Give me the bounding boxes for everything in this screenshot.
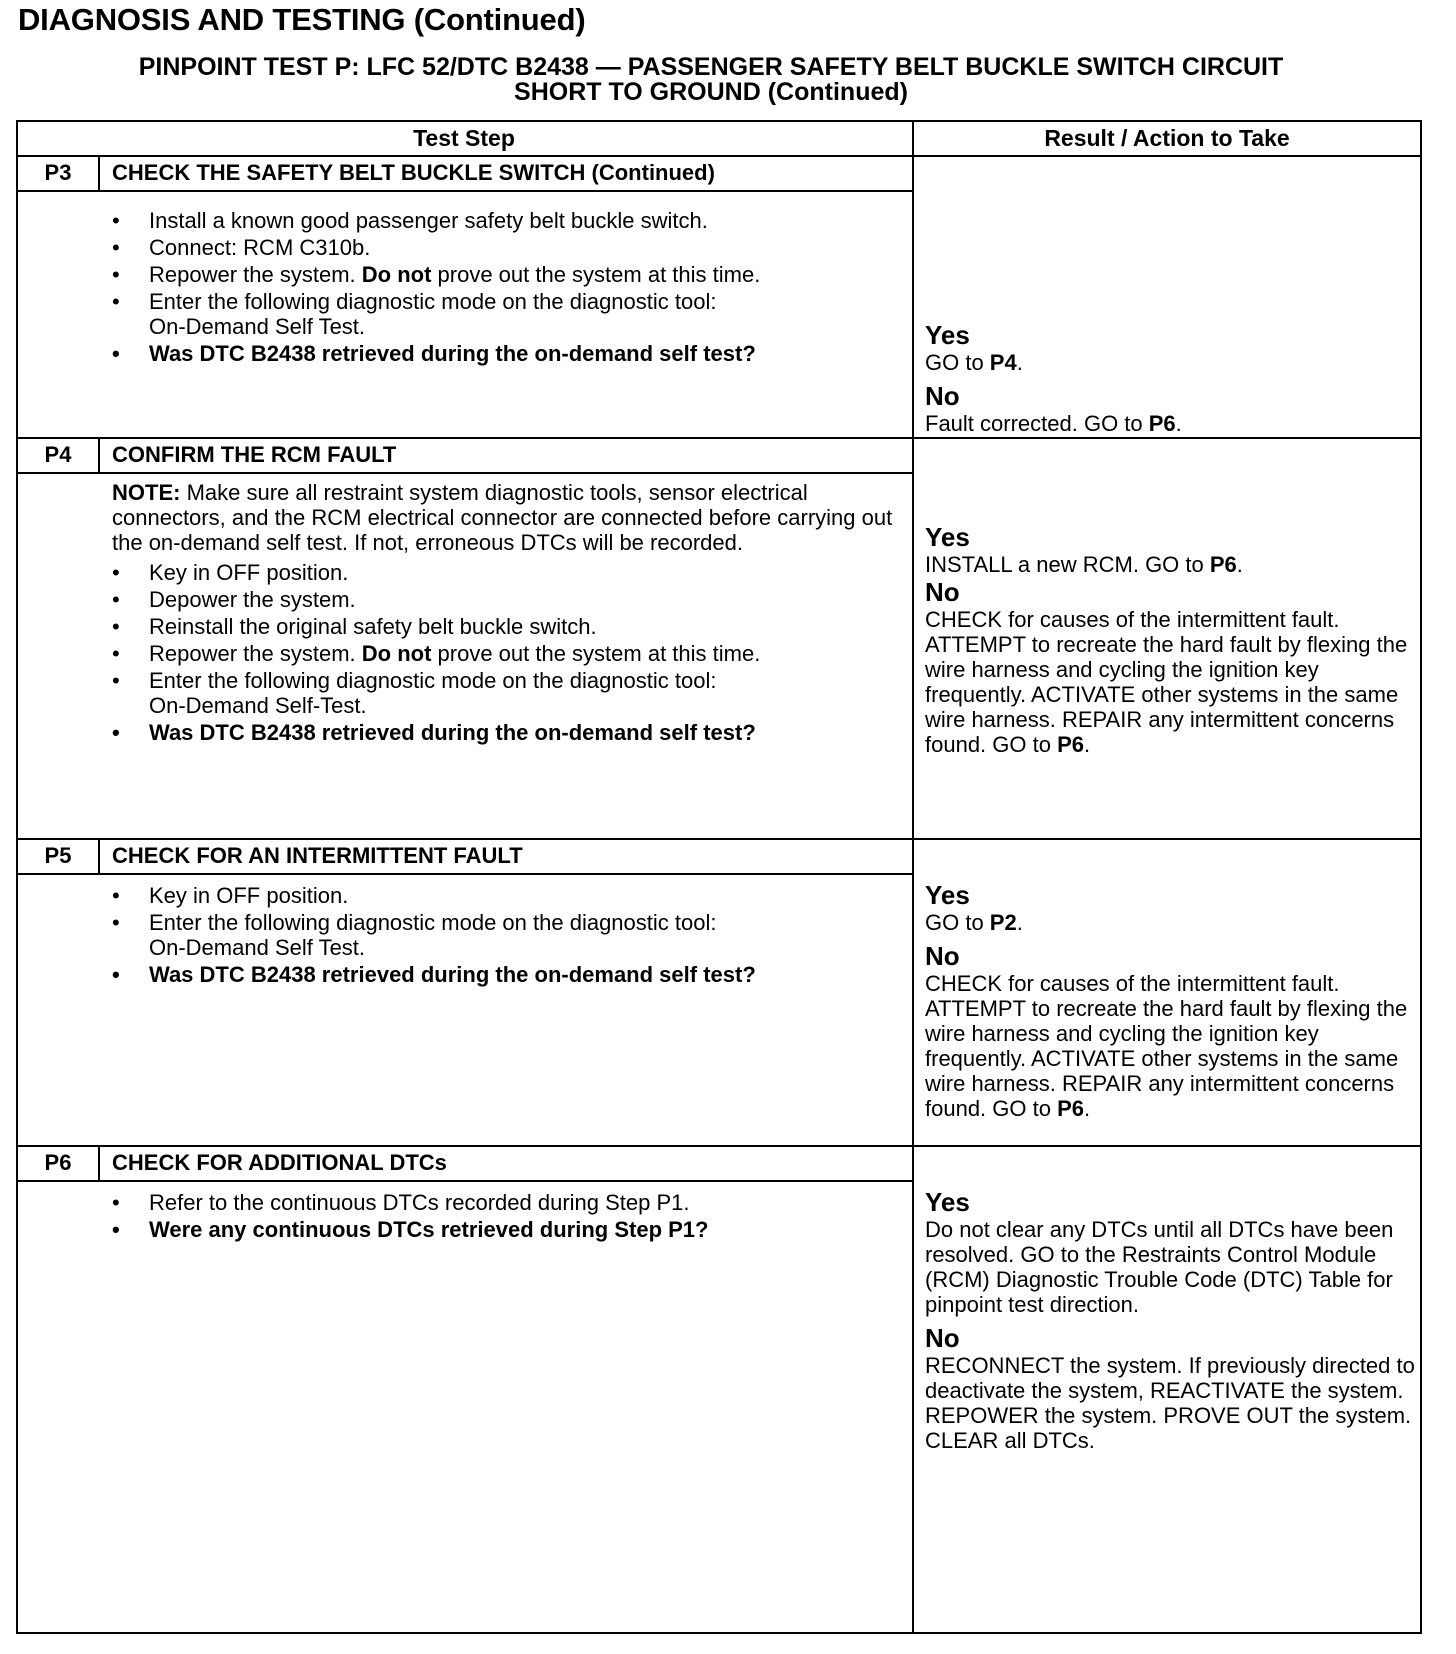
list-item: • Enter the following diagnostic mode on the diagnostic tool: On-Demand Self Test. [112, 289, 912, 339]
p6-title-underline [16, 1180, 913, 1182]
list-item: • Install a known good passenger safety belt buckle switch. [112, 208, 912, 233]
p4-title-underline [16, 472, 913, 474]
action-text: . [1175, 411, 1182, 436]
no-action [925, 411, 1415, 436]
no-action [925, 607, 1415, 757]
note-label: NOTE: [112, 480, 181, 505]
step-instructions [112, 1190, 912, 1244]
step-title: CHECK FOR AN INTERMITTENT FAULT [112, 843, 523, 868]
table-border-right [1420, 120, 1422, 1634]
step-instructions [112, 480, 912, 747]
action-text: . [1084, 1096, 1091, 1121]
question: • Were any continuous DTCs retrieved during Step P1? [112, 1217, 912, 1242]
action-text: CHECK for causes of the intermittent fault. ATTEMPT to recreate the hard fault by flexing the wire harness and cycling the ignition key frequently. ACTIVATE other systems in the same wire harness. REPAIR any intermittent concerns found. GO to [925, 971, 1408, 1121]
step-instructions [112, 208, 912, 368]
action-text: Fault corrected. GO to [925, 411, 1149, 436]
yes-label: Yes [925, 522, 970, 552]
step-reference: P4 [989, 350, 1017, 375]
yes-label: Yes [925, 320, 970, 350]
header-test-step: Test Step [413, 125, 515, 151]
step-id: P3 [44, 160, 72, 185]
instruction-text: Repower the system. [149, 262, 362, 287]
note-text: Make sure all restraint system diagnostic tools, sensor electrical connectors, and the RCM electrical connector are connected before carrying out the on-demand self test. If not, erroneous DTCs will be recorded. [112, 480, 893, 555]
instruction-text: prove out the system at this time. [431, 641, 761, 666]
table-border-left [16, 120, 18, 1634]
no-action [925, 971, 1415, 1121]
list-item: • Enter the following diagnostic mode on the diagnostic tool: On-Demand Self-Test. [112, 668, 912, 718]
step-id: P5 [44, 843, 72, 868]
no-label: No [925, 941, 960, 971]
subtitle-line-2: SHORT TO GROUND (Continued) [514, 78, 908, 106]
step-reference: P6 [1057, 732, 1084, 757]
p5-id-divider [98, 838, 100, 874]
question: • Was DTC B2438 retrieved during the on-demand self test? [112, 962, 912, 987]
p3-id-divider [98, 155, 100, 191]
list-item [112, 262, 912, 287]
action-text: . [1236, 552, 1243, 577]
p4-id-divider [98, 437, 100, 473]
action-text: . [1016, 350, 1023, 375]
step-reference: P2 [989, 910, 1017, 935]
step-reference: P6 [1057, 1096, 1084, 1121]
step-reference: P6 [1209, 552, 1237, 577]
question: • Was DTC B2438 retrieved during the on-demand self test? [112, 720, 912, 745]
action-text: . [1016, 910, 1023, 935]
p5-title-underline [16, 873, 913, 875]
instruction-emphasis: Do not [361, 641, 432, 666]
list-item: • Reinstall the original safety belt buckle switch. [112, 614, 912, 639]
instruction-text: prove out the system at this time. [431, 262, 761, 287]
pinpoint-test-title [16, 55, 1406, 105]
no-label: No [925, 577, 960, 607]
subtitle-line-1: PINPOINT TEST P: LFC 52/DTC B2438 — PASSENGER SAFETY BELT BUCKLE SWITCH CIRCUIT [138, 53, 1284, 81]
action-text: INSTALL a new RCM. GO to [925, 552, 1210, 577]
step-title: CHECK THE SAFETY BELT BUCKLE SWITCH (Continued) [112, 160, 715, 185]
instruction-emphasis: Do not [361, 262, 432, 287]
header-result: Result / Action to Take [1044, 125, 1290, 151]
table-border-bottom [16, 1632, 1422, 1634]
list-item: • Key in OFF position. [112, 560, 912, 585]
list-item: • Key in OFF position. [112, 883, 912, 908]
result-action [925, 1187, 1415, 1453]
question: • Was DTC B2438 retrieved during the on-demand self test? [112, 341, 912, 366]
list-item [112, 641, 912, 666]
step-title: CHECK FOR ADDITIONAL DTCs [112, 1150, 447, 1175]
action-text: . [1084, 732, 1091, 757]
list-item: • Refer to the continuous DTCs recorded during Step P1. [112, 1190, 912, 1215]
list-item: • Depower the system. [112, 587, 912, 612]
step-reference: P6 [1148, 411, 1176, 436]
yes-label: Yes [925, 880, 970, 910]
yes-action [925, 552, 1415, 577]
note [112, 480, 912, 555]
list-item: • Enter the following diagnostic mode on the diagnostic tool: On-Demand Self Test. [112, 910, 912, 960]
p6-id-divider [98, 1145, 100, 1181]
p3-title-underline [16, 190, 913, 192]
page-title: DIAGNOSIS AND TESTING (Continued) [18, 2, 586, 37]
result-action [925, 320, 1415, 436]
action-text: GO to [925, 910, 990, 935]
no-label: No [925, 1323, 960, 1353]
action-text: GO to [925, 350, 990, 375]
step-id: P4 [44, 442, 72, 467]
result-action [925, 522, 1415, 757]
no-label: No [925, 381, 960, 411]
yes-label: Yes [925, 1187, 970, 1217]
yes-action [925, 350, 1415, 375]
action-text: CHECK for causes of the intermittent fault. ATTEMPT to recreate the hard fault by flexing the wire harness and cycling the ignition key frequently. ACTIVATE other systems in the same wire harness. REPAIR any intermittent concerns found. GO to [925, 607, 1408, 757]
column-divider [912, 120, 914, 1634]
yes-action: Do not clear any DTCs until all DTCs have been resolved. GO to the Restraints Control Module (RCM) Diagnostic Trouble Code (DTC) Table for pinpoint test direction. [925, 1217, 1394, 1317]
yes-action [925, 910, 1415, 935]
result-action [925, 880, 1415, 1121]
list-item: • Connect: RCM C310b. [112, 235, 912, 260]
step-instructions [112, 883, 912, 989]
step-id: P6 [44, 1150, 72, 1175]
instruction-text: Repower the system. [149, 641, 362, 666]
step-title: CONFIRM THE RCM FAULT [112, 442, 397, 467]
no-action: RECONNECT the system. If previously directed to deactivate the system, REACTIVATE the system. REPOWER the system. PROVE OUT the system. CLEAR all DTCs. [925, 1353, 1415, 1453]
